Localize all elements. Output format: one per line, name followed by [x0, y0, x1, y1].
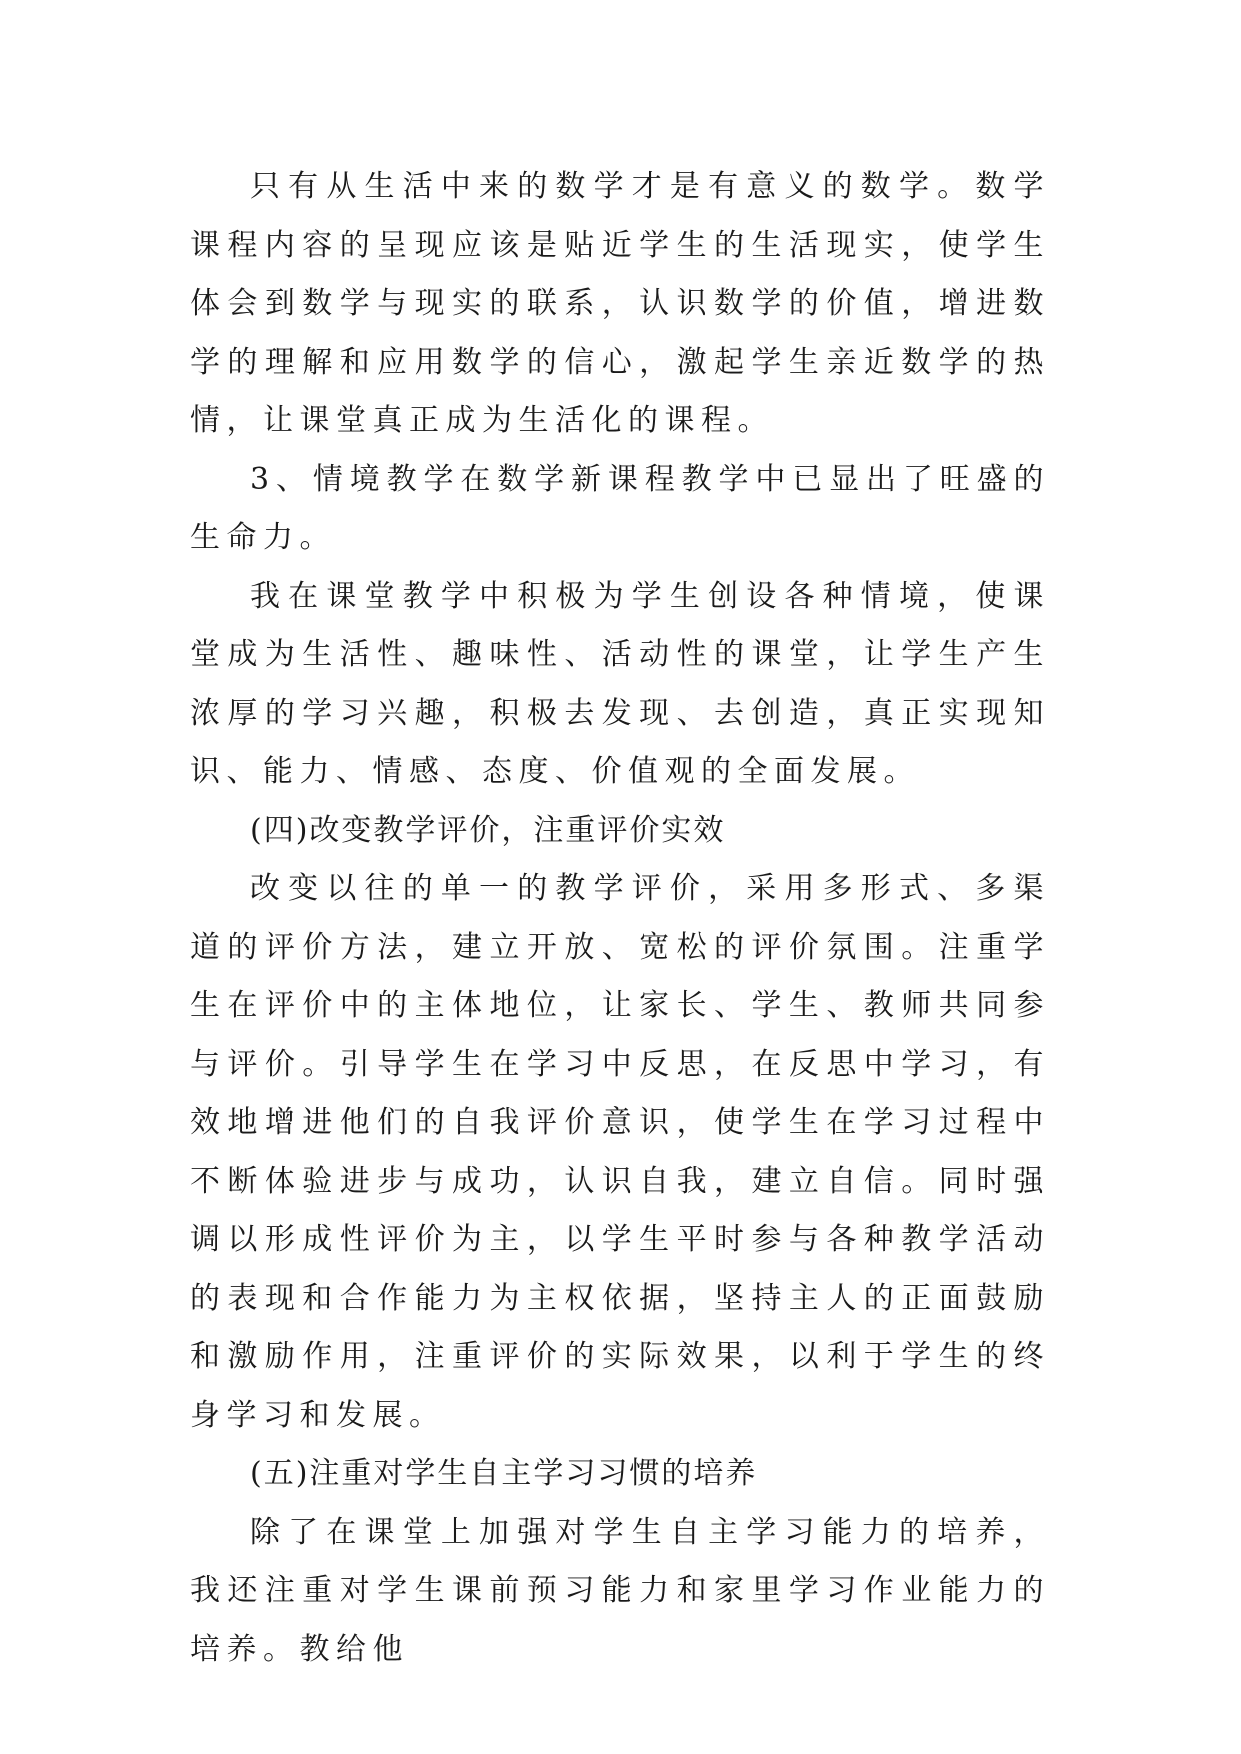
section-heading-self-study: (五)注重对学生自主学习习惯的培养 [250, 1456, 758, 1491]
paragraph-situational-teaching: 3、情境教学在数学新课程教学中已显出了旺盛的生命力。 [190, 461, 1050, 555]
paragraph-self-study: 除了在课堂上加强对学生自主学习能力的培养，我还注重对学生课前预习能力和家里学习作业能力的培养。教给他 [190, 1514, 1050, 1667]
paragraph-evaluation: 改变以往的单一的教学评价，采用多形式、多渠道的评价方法，建立开放、宽松的评价氛围。注重学生在评价中的主体地位，让家长、学生、教师共同参与评价。引导学生在学习中反思，在反思中学习，有效地增进他们的自我评价意识，使学生在学习过程中不断体验进步与成功，认识自我，建立自信。同时强调以形成性评价为主，以学生平时参与各种教学活动的表现和合作能力为主权依据，坚持主人的正面鼓励和激励作用，注重评价的实际效果，以利于学生的终身学习和发展。 [190, 871, 1050, 1433]
paragraph-classroom-situations: 我在课堂教学中积极为学生创设各种情境，使课堂成为生活性、趣味性、活动性的课堂，让学生产生浓厚的学习兴趣，积极去发现、去创造，真正实现知识、能力、情感、态度、价值观的全面发展。 [190, 578, 1050, 789]
document-body [190, 158, 1050, 1679]
section-heading-evaluation: (四)改变教学评价，注重评价实效 [250, 812, 726, 848]
paragraph-life-math: 只有从生活中来的数学才是有意义的数学。数学课程内容的呈现应该是贴近学生的生活现实，使学生体会到数学与现实的联系，认识数学的价值，增进数学的理解和应用数学的信心，激起学生亲近数学的热情，让课堂真正成为生活化的课程。 [190, 169, 1050, 438]
